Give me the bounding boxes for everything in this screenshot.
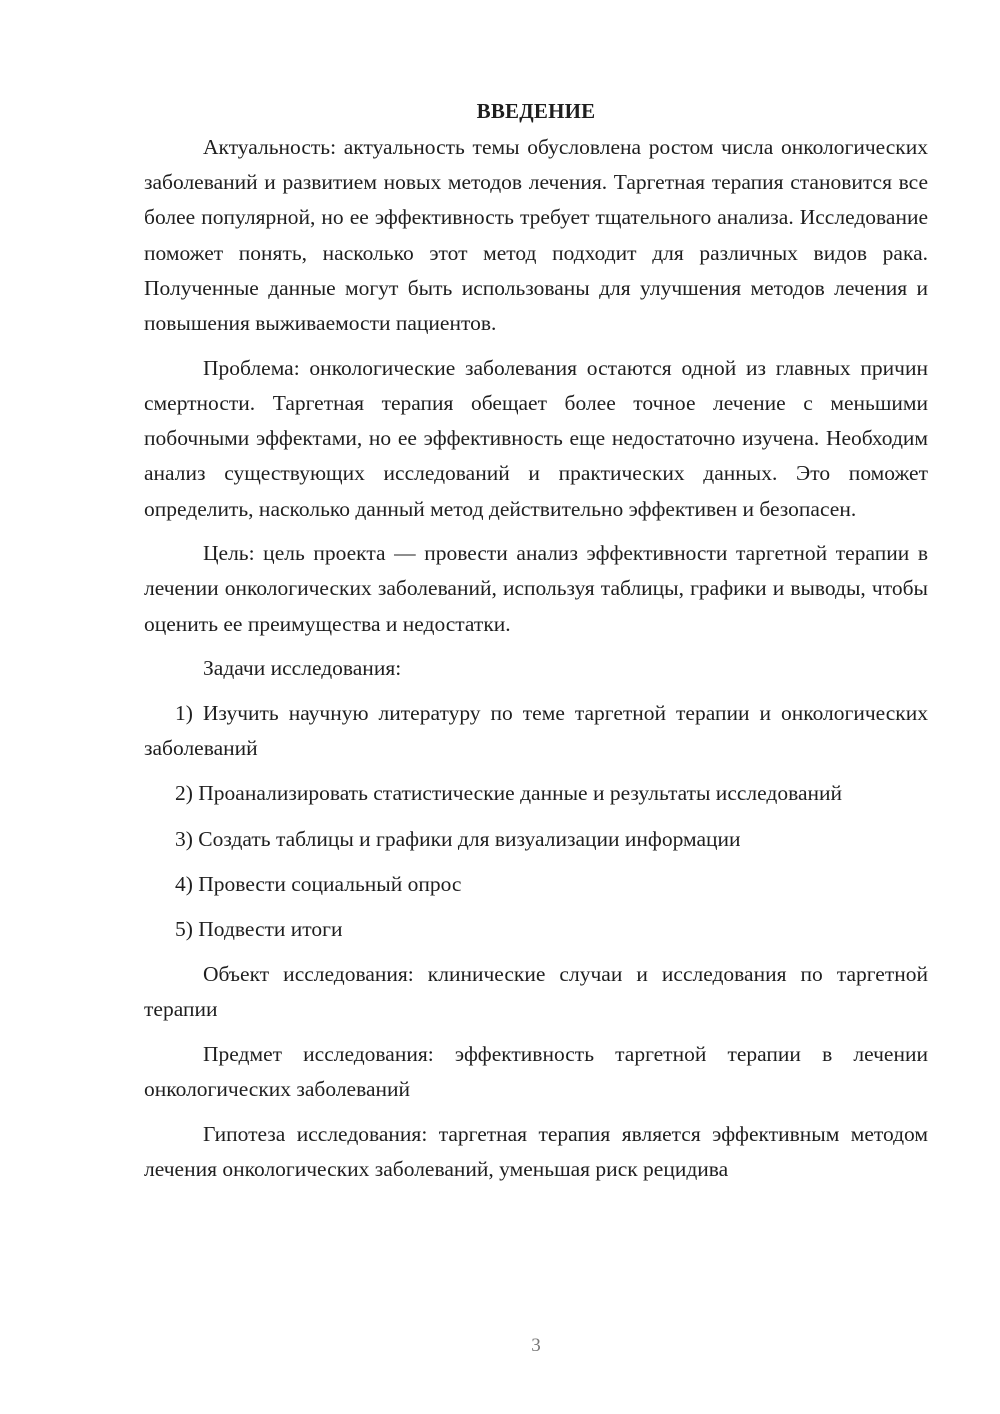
task-item-5: 5) Подвести итоги	[175, 917, 343, 942]
paragraph-hypothesis: Гипотеза исследования: таргетная терапия является эффективным методом лечения онкологических заболеваний, уменьшая риск рецидива	[144, 1122, 928, 1182]
paragraph-relevance: Актуальность: актуальность темы обусловлена ростом числа онкологических заболеваний и развитием новых методов лечения. Таргетная терапия становится все более популярной, но ее эффективность требует тщательного анализа. Исследование поможет понять, насколько этот метод подходит для различных видов рака. Полученные данные могут быть использованы для улучшения методов лечения и повышения выживаемости пациентов.	[144, 135, 928, 336]
paragraph-tasks-heading: Задачи исследования:	[203, 656, 402, 681]
page-title: ВВЕДЕНИЕ	[476, 99, 596, 123]
task-item-3: 3) Создать таблицы и графики для визуализации информации	[175, 826, 741, 851]
task-item-4: 4) Провести социальный опрос	[175, 871, 462, 896]
paragraph-subject: Предмет исследования: эффективность таргетной терапии в лечении онкологических заболеваний	[144, 1042, 928, 1102]
paragraph-object: Объект исследования: клинические случаи и исследования по таргетной терапии	[144, 962, 928, 1022]
page-content	[144, 96, 928, 1197]
paragraph-problem: Проблема: онкологические заболевания остаются одной из главных причин смертности. Таргетная терапия обещает более точное лечение с меньшими побочными эффектами, но ее эффективность еще недостаточно изучена. Необходим анализ существующих исследований и практических данных. Это поможет определить, насколько данный метод действительно эффективен и безопасен.	[144, 355, 928, 521]
task-item-1: 1) Изучить научную литературу по теме таргетной терапии и онкологических заболеваний	[144, 701, 928, 761]
paragraph-goal: Цель: цель проекта — провести анализ эффективности таргетной терапии в лечении онкологических заболеваний, используя таблицы, графики и выводы, чтобы оценить ее преимущества и недостатки.	[144, 541, 928, 636]
task-item-2: 2) Проанализировать статистические данные и результаты исследований	[175, 781, 843, 806]
page-number: 3	[531, 1335, 541, 1356]
